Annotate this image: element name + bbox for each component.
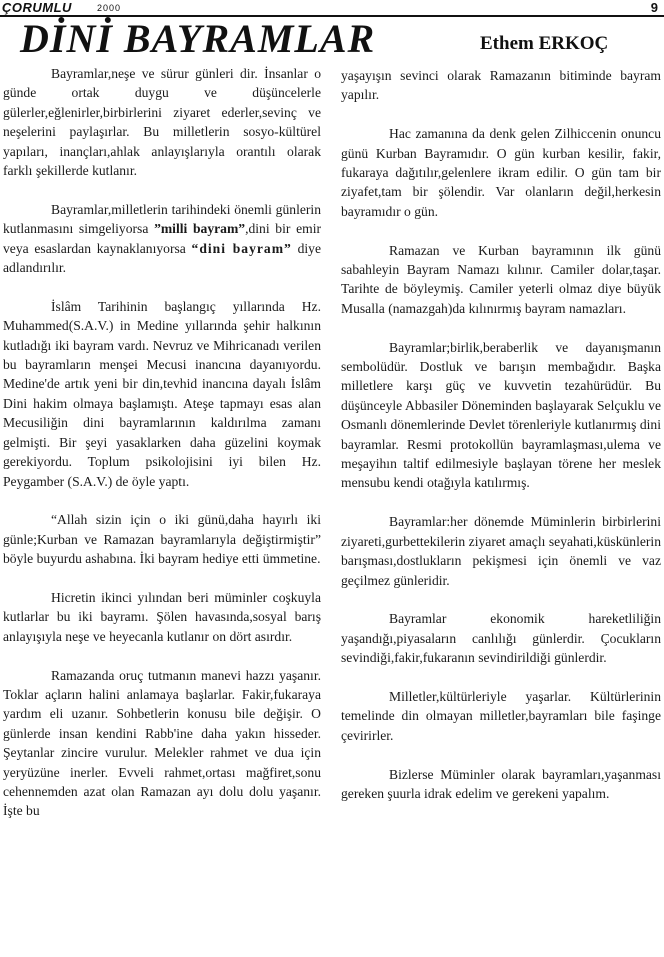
paragraph: “Allah sizin için o iki günü,daha hayırlı iki günle;Kurban ve Ramazan bayramlarıyla değiştirmiştir” böyle buyurdu ashabına. İki bayram hediye etti ümmetine. [3, 512, 321, 567]
quoted-term: “dini bayram” [191, 240, 292, 256]
paragraph: Bayramlar:her dönemde Müminlerin birbirlerini ziyareti,gurbettekilerin ziyaret amaçlı seyahati,küskünlerin barışması,dostlukların pekişmesi için önemli ve vaz geçilmez günleridir. [341, 514, 661, 588]
publication-year: 2000 [97, 3, 122, 13]
paragraph: Bayramlar,neşe ve sürur günleri dir. İnsanlar o günde ortak duygu ve düşüncelerle gülerler,eğlenirler,birbirlerini ziyaret ederler,sevinç ve neşelerini paylaşırlar. Bu milletlerin sosyo-kültürel yapıları, inançları,ahlak anlayışlarıyla orantılı olarak farklı şekillerde kutlanır. [3, 66, 321, 179]
page-number: 9 [650, 0, 658, 15]
paragraph: Bayramlar;birlik,beraberlik ve dayanışmanın sembolüdür. Dostluk ve barışın membağıdır. Başka milletlere karşı güç ve kuvvetin tezahürüdür. Bu düşünceyle Abbasiler Döneminden başlayarak Selçuklu ve Osmanlı dönemlerinde Devlet törenleriyle kutlanırmış dini bayramlar. Resmi protokollün bayramlaşması,ulema ve meşayihın taltif edilmesiyle başlayan törene her meslek mensubu kendi otağıyla katılırmış. [341, 339, 661, 491]
paragraph: Ramazan ve Kurban bayramının ilk günü sabahleyin Bayram Namazı kılınır. Camiler dolar,taşar. Tarihte de böyleymiş. Camiler yeterli olmaz diye büyük Musalla (namazgah)da kılınırmış bayram namazları. [341, 242, 661, 316]
paragraph: Bizlerse Müminler olarak bayramları,yaşanması gereken şuurla idrak edelim ve gerekeni yapalım. [341, 766, 661, 801]
publication-logo: ÇORUMLU [2, 0, 72, 15]
paragraph: Milletler,kültürleriyle yaşarlar. Kültürlerinin temelinde din olmayan milletler,bayramları bile faşinge çevirirler. [341, 688, 661, 743]
paragraph-continued: yaşayışın sevinci olarak Ramazanın bitiminde bayram yapılır. [341, 68, 661, 103]
paragraph: Hac zamanına da denk gelen Zilhiccenin onuncu günü Kurban Bayramıdır. O gün kurban kesilir, fakir, fukaraya dağıtılır,gelenlere ikram edilir. O gün tam bir ziyafet,tam bir şölendir. Var olanların değil,herkesin bayramıdır o gün. [341, 126, 661, 219]
paragraph: Ramazanda oruç tutmanın manevi hazzı yaşanır. Toklar açların halini anlamaya başlarlar. Fakir,fukaraya yardım eli uzanır. Sohbetlerin konusu bile değişir. O günlerde insan kendini Rabb'ine daha yakın hisseder. Şeytanlar zincire vurulur. Melekler rahmet ve dua için yeryüzüne inerler. Evveli rahmet,ortası mağfiret,sonu cehennemden azat olan Ramazan ayı dolu dolu yaşanır. İşte bu [3, 667, 321, 819]
article-author: Ethem ERKOÇ [480, 33, 609, 54]
article-title: DİNİ BAYRAMLAR [20, 16, 376, 61]
quoted-term: ”milli bayram” [154, 221, 246, 237]
paragraph: Hicretin ikinci yılından beri müminler coşkuyla kutlarlar bu iki bayramı. Şölen havasında,sosyal barış anlayışıyla neşe ve heyecanla kutlanır on dört asırdır. [3, 589, 321, 644]
paragraph: Bayramlar ekonomik hareketliliğin yaşandığı,piyasaların canlılığı günlerdir. Çocukların sevindiği,fakir,fukaranın sevindirildiği günlerdir. [341, 611, 661, 666]
left-column [3, 64, 321, 821]
paragraph: İslâm Tarihinin başlangıç yıllarında Hz. Muhammed(S.A.V.) in Medine yıllarında şehir halkının kutladığı iki bayram vardı. Nevruz ve Mihricanadı verilen bu bayramların menşei Mecusi inancına dayanıyordu. Medine'de artık yeni bir din,tevhid inancına dayalı İslâm Dini hakim olmaya başlamıştı. Ateşe tapmayı esas alan Mecusiliğin dini bayramlarının kaldırılma zamanı gelmişti. Bir şeyi yasaklarken daha güzelini koymak gerekiyordu. Toplum psikolojisini iyi bilen Hz. Peygamber (S.A.V.) de öyle yaptı. [3, 298, 321, 489]
paragraph: Bayramlar,milletlerin tarihindeki önemli günlerin kutlanmasını simgeliyorsa ”milli bayram”,dini bir emir veya esaslardan kaynaklanıyorsa “dini bayram” diye adlandırılır. [3, 201, 321, 276]
right-column [341, 66, 661, 803]
